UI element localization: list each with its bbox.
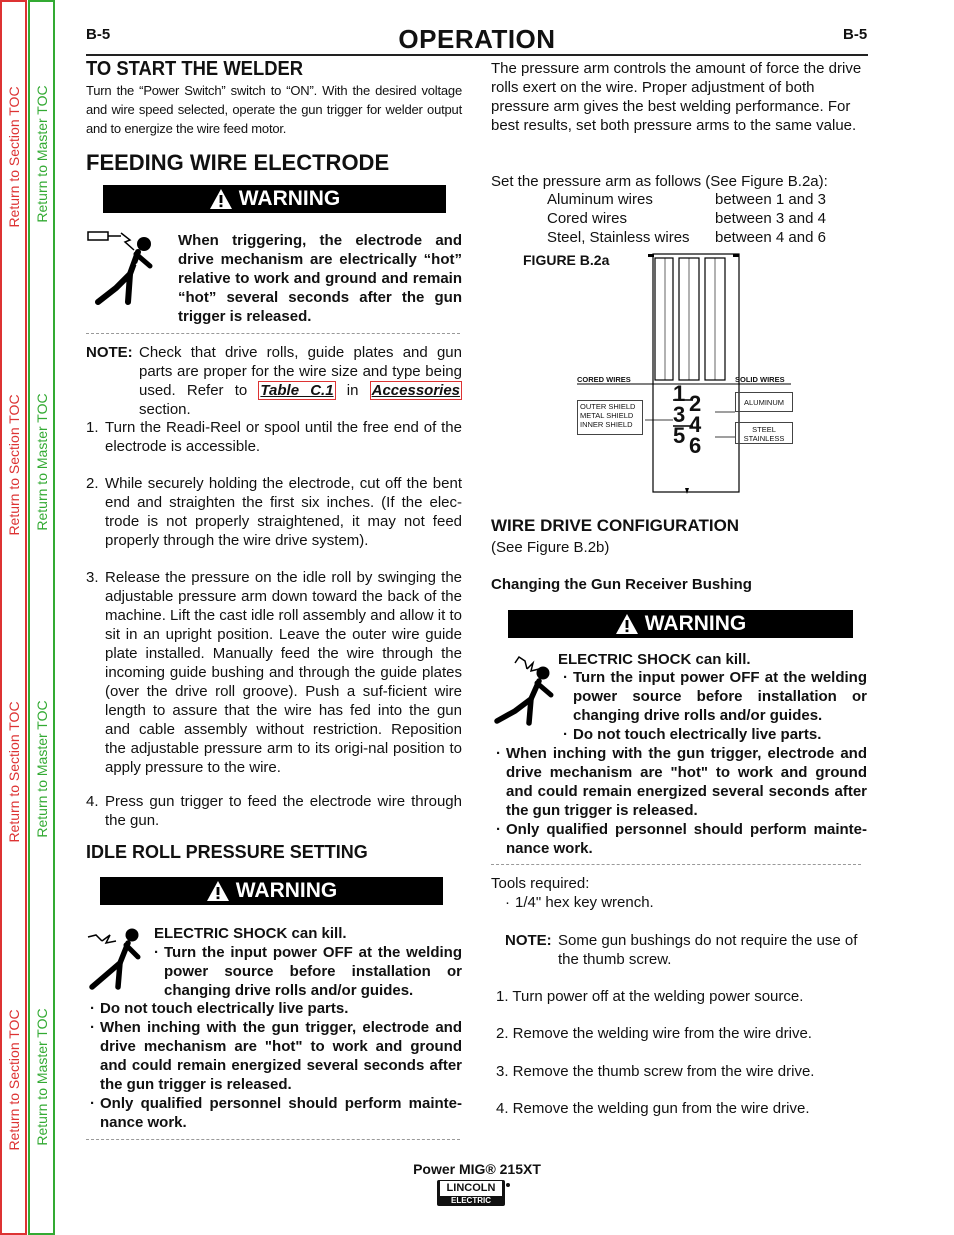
- header-rule: [86, 54, 868, 56]
- bullet-text: · When inching with the gun trigger, electrode and drive mechanism are "hot" to work and ground and could remain energized several seconds after the gun trigger is released.: [496, 744, 867, 820]
- setting-number: 6: [689, 433, 702, 458]
- note-text: Check that drive rolls, guide plates and gun parts are proper for the wire size and type being used. Refer to: [139, 344, 462, 399]
- figure-label: FIGURE B.2a: [523, 252, 610, 268]
- inner-shield-label: INNER SHIELD: [580, 420, 633, 429]
- feeding-wire-heading: FEEDING WIRE ELECTRODE: [86, 150, 390, 175]
- warning-triangle-icon: [209, 188, 233, 210]
- bullet-text: · When inching with the gun trigger, electrode and drive mechanism are "hot" to work and ground and could remain energized several seconds after the gun trigger is released.: [90, 1018, 462, 1094]
- wire-type: Aluminum wires: [547, 191, 653, 208]
- toc-link-label[interactable]: Return to Master TOC: [33, 85, 50, 223]
- bullet-text: · Only qualified personnel should perform mainte-nance work.: [90, 1094, 462, 1132]
- electric-shock-person-icon: [491, 655, 557, 727]
- registered-dot: [506, 1183, 510, 1187]
- warning-label: WARNING: [644, 612, 747, 635]
- master-toc-bar: [28, 0, 55, 1235]
- note-block: [86, 343, 462, 419]
- bullet-text: · Turn the input power OFF at the welding power source before installation or changing drive rolls and/or guides.: [563, 668, 867, 725]
- wire-type: Cored wires: [547, 210, 628, 227]
- accessories-link[interactable]: Accessories: [371, 382, 461, 399]
- idle-bullet: [154, 943, 462, 1000]
- pressure-set-text: Set the pressure arm as follows (See Figure B.2a):: [491, 173, 828, 190]
- steel-stainless-box: [735, 422, 793, 444]
- wire-drive-heading: WIRE DRIVE CONFIGURATION: [491, 516, 740, 535]
- note-label: NOTE:: [86, 344, 133, 361]
- wiredrive-step: 3. Remove the thumb screw from the wire drive.: [496, 1063, 815, 1080]
- note-in: in: [346, 382, 359, 399]
- electric-shock-person-icon: [86, 230, 166, 308]
- feeding-warning-text: When triggering, the electrode and drive mechanism are electrically “hot” relative to work and ground and remain “hot” several seconds after the gun trigger is released.: [178, 232, 462, 325]
- toc-link-label[interactable]: Return to Section TOC: [5, 1009, 22, 1151]
- step-number: 3.: [86, 569, 99, 586]
- tool-text: · 1/4" hex key wrench.: [505, 893, 654, 912]
- steel-label: STEEL: [752, 425, 776, 434]
- lincoln-electric-logo: [437, 1180, 505, 1206]
- wiredrive-bullets-a: [563, 668, 867, 744]
- wire-range: between 1 and 3: [715, 191, 826, 208]
- step-text: Turn the Readi-Reel or spool until the free end of the electrode is accessible.: [105, 419, 462, 455]
- warning-label: WARNING: [235, 879, 338, 902]
- pressure-intro: The pressure arm controls the amount of force the drive rolls exert on the wire. Proper adjustment of both pressure arm gives the best welding performance. For best results, set both pressure arms to the same value.: [491, 60, 862, 134]
- idle-shock-text: ELECTRIC SHOCK can kill.: [154, 925, 347, 942]
- warning-triangle-icon: [615, 613, 639, 635]
- wiredrive-bullets-b: [496, 744, 867, 858]
- start-welder-heading: TO START THE WELDER: [86, 58, 304, 80]
- divider: [86, 333, 460, 334]
- wiredrive-step: 1. Turn power off at the welding power source.: [496, 988, 804, 1005]
- toc-link-label[interactable]: Return to Section TOC: [5, 86, 22, 228]
- warning-label: WARNING: [238, 187, 341, 210]
- toc-link-label[interactable]: Return to Master TOC: [33, 393, 50, 531]
- gun-bushing-subheading: Changing the Gun Receiver Bushing: [491, 576, 752, 593]
- setting-number: 5: [673, 423, 686, 448]
- bullet-text: · Do not touch electrically live parts.: [563, 725, 867, 744]
- toc-link-label[interactable]: Return to Section TOC: [5, 394, 22, 536]
- step-number: 4.: [86, 793, 99, 810]
- tool-item: [505, 893, 654, 912]
- stainless-label: STAINLESS: [743, 434, 785, 443]
- setting-number: 3: [673, 402, 686, 427]
- toc-link-label[interactable]: Return to Section TOC: [5, 701, 22, 843]
- step-number: 2.: [86, 475, 99, 492]
- feeding-step: [86, 792, 462, 830]
- setting-number: 1: [673, 381, 686, 406]
- step-text: Press gun trigger to feed the electrode wire through the gun.: [105, 793, 462, 829]
- page-title: OPERATION: [398, 24, 556, 54]
- wiredrive-step: 2. Remove the welding wire from the wire drive.: [496, 1025, 812, 1042]
- note-section: section.: [139, 401, 191, 418]
- cored-wires-label: CORED WIRES: [577, 375, 631, 384]
- wiredrive-shock-text: ELECTRIC SHOCK can kill.: [558, 651, 751, 668]
- bullet-text: · Turn the input power OFF at the welding power source before installation or changing drive rolls and/or guides.: [154, 943, 462, 1000]
- bullet-text: · Do not touch electrically live parts.: [90, 999, 462, 1018]
- tools-label: Tools required:: [491, 875, 590, 892]
- toc-link-label[interactable]: Return to Master TOC: [33, 700, 50, 838]
- wiredrive-step: 4. Remove the welding gun from the wire drive.: [496, 1100, 810, 1117]
- feeding-step: [86, 568, 462, 777]
- step-text: Release the pressure on the idle roll by swinging the adjustable pressure arm down toward the back of the machine. Lift the cast idle roll assembly and allow it to sit in an upright position. Leave the outer wire guide plate installed. Manually feed the wire through the incoming guide bushing and through the guide plates (over the drive roll groove). Push a suf-ficient wire length to assure that the wire has fed into the gun and cable assembly without restriction. Reposition the adjustable pressure arm to its origi-nal position to apply pressure to the wire.: [105, 569, 462, 776]
- toc-link-label[interactable]: Return to Master TOC: [33, 1008, 50, 1146]
- bullet-text: · Only qualified personnel should perform mainte-nance work.: [496, 820, 867, 858]
- feeding-step: [86, 418, 462, 456]
- page-number-right: B-5: [843, 26, 868, 43]
- logo-bottom-text: ELECTRIC: [451, 1196, 491, 1205]
- divider: [86, 1139, 460, 1140]
- wire-range: between 3 and 4: [715, 210, 826, 227]
- metal-shield-label: METAL SHIELD: [580, 411, 634, 420]
- warning-triangle-icon: [206, 880, 230, 902]
- warning-banner: [103, 185, 446, 213]
- logo-top-text: LINCOLN: [440, 1181, 502, 1196]
- step-text: While securely holding the electrode, cut off the bent end and straighten the first six inches. (If the elec-trode is not properly straightened, it may not feed properly through the wire drive system).: [105, 475, 462, 549]
- warning-banner: [508, 610, 853, 638]
- section-toc-bar: [0, 0, 27, 1235]
- wiredrive-note: [505, 931, 867, 969]
- idle-roll-heading: IDLE ROLL PRESSURE SETTING: [86, 842, 368, 862]
- electric-shock-person-icon: [86, 925, 150, 993]
- start-welder-section: [86, 58, 462, 138]
- note-text: Some gun bushings do not require the use of the thumb screw.: [558, 932, 858, 968]
- outer-shield-label: OUTER SHIELD: [580, 402, 636, 411]
- warning-banner: [100, 877, 443, 905]
- pressure-row: [547, 190, 826, 247]
- product-name: Power MIG® 215XT: [413, 1161, 541, 1177]
- page-number-left: B-5: [86, 26, 111, 43]
- wire-type: Steel, Stainless wires: [547, 229, 690, 246]
- see-figure-text: (See Figure B.2b): [491, 539, 610, 556]
- setting-number: 4: [689, 412, 702, 437]
- pressure-arm-figure: [575, 250, 795, 500]
- table-c1-link[interactable]: Table C.1: [260, 382, 334, 399]
- shield-box: [577, 400, 643, 435]
- solid-wires-label: SOLID WIRES: [735, 375, 785, 384]
- aluminum-box: ALUMINUM: [735, 392, 793, 412]
- step-number: 1.: [86, 419, 99, 436]
- feeding-step: [86, 474, 462, 550]
- start-welder-text: Turn the “Power Switch” switch to “ON”. With the desired voltage and wire speed selected, operate the gun trigger for welder output and to energize the wire feed motor.: [86, 83, 462, 136]
- wire-range: between 4 and 6: [715, 229, 826, 246]
- note-label: NOTE:: [505, 932, 552, 949]
- divider: [491, 864, 861, 865]
- idle-bullets: [90, 999, 462, 1132]
- setting-number: 2: [689, 391, 702, 416]
